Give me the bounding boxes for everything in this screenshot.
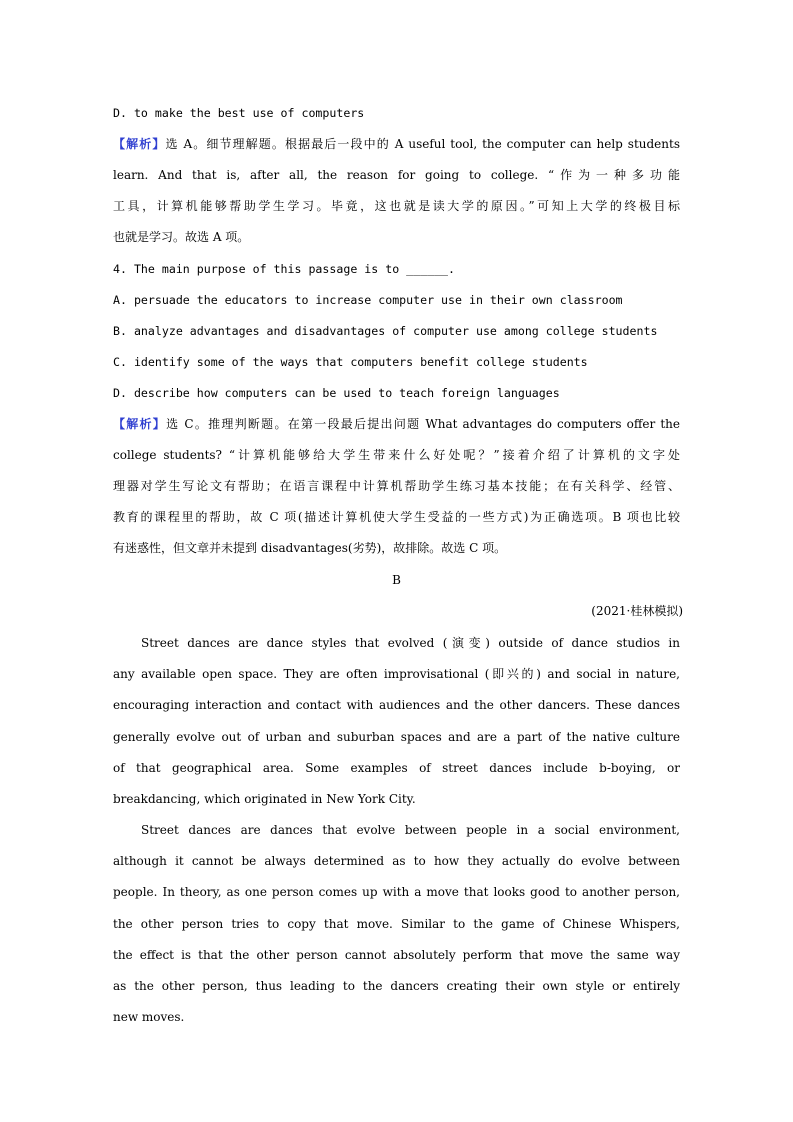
passage-line: new moves. — [113, 1010, 185, 1024]
q4-analysis-line-1: 【解析】选 C。推理判断题。在第一段最后提出问题 What advantages do computers offer the — [113, 417, 680, 431]
q4-option-a: A. persuade the educators to increase computer use in their own classroom — [113, 293, 623, 307]
analysis-tag: 【解析】 — [113, 417, 167, 431]
prev-analysis-line-4: 也就是学习。故选 A 项。 — [113, 230, 250, 244]
passage-line: the effect is that the other person cannot absolutely perform that move the same way — [113, 948, 680, 962]
prev-analysis-line-3: 工具，计算机能够帮助学生学习。毕竟，这也就是读大学的原因。”可知上大学的终极目标 — [113, 199, 680, 213]
q4-analysis-line-4: 教育的课程里的帮助，故 C 项(描述计算机使大学生受益的一些方式)为正确选项。B 项也比较 — [113, 510, 680, 524]
q4-analysis-line-3: 理器对学生写论文有帮助；在语言课程中计算机帮助学生练习基本技能；在有关科学、经管、 — [113, 479, 680, 493]
q4-option-d: D. describe how computers can be used to teach foreign languages — [113, 386, 560, 400]
passage-source: (2021·桂林模拟) — [591, 604, 683, 618]
q4-analysis-line-2: college students? “计算机能够给大学生带来什么好处呢？”接着介绍了计算机的文字处 — [113, 448, 680, 462]
passage-line: the other person tries to copy that move. Similar to the game of Chinese Whispers, — [113, 917, 680, 931]
passage-line: encouraging interaction and contact with audiences and the other dancers. These dances — [113, 698, 680, 712]
passage-line: although it cannot be always determined as to how they actually do evolve between — [113, 854, 680, 868]
q4-option-c: C. identify some of the ways that computers benefit college students — [113, 355, 588, 369]
passage-line: any available open space. They are often improvisational (即兴的) and social in nature, — [113, 667, 680, 681]
q4-option-b: B. analyze advantages and disadvantages of computer use among college students — [113, 324, 658, 338]
prev-option-d: D. to make the best use of computers — [113, 106, 365, 120]
passage-line: generally evolve out of urban and suburban spaces and are a part of the native culture — [113, 730, 680, 744]
q4-analysis-line-5: 有迷惑性，但文章并未提到 disadvantages(劣势)，故排除。故选 C 项。 — [113, 541, 507, 555]
passage-line: breakdancing, which originated in New York City. — [113, 792, 416, 806]
prev-analysis-line-1: 【解析】选 A。细节理解题。根据最后一段中的 A useful tool, the computer can help students — [113, 137, 680, 151]
passage-line: Street dances are dance styles that evolved (演变) outside of dance studios in — [141, 636, 680, 650]
analysis-tag: 【解析】 — [113, 137, 166, 151]
q4-stem: 4. The main purpose of this passage is to ______. — [113, 262, 456, 276]
section-heading: B — [392, 573, 401, 587]
passage-line: people. In theory, as one person comes up with a move that looks good to another person, — [113, 885, 680, 899]
passage-line: Street dances are dances that evolve between people in a social environment, — [141, 823, 680, 837]
passage-line: as the other person, thus leading to the dancers creating their own style or entirely — [113, 979, 680, 993]
passage-line: of that geographical area. Some examples of street dances include b-boying, or — [113, 761, 680, 775]
prev-analysis-line-2: learn. And that is, after all, the reason for going to college. “作为一种多功能 — [113, 168, 680, 182]
